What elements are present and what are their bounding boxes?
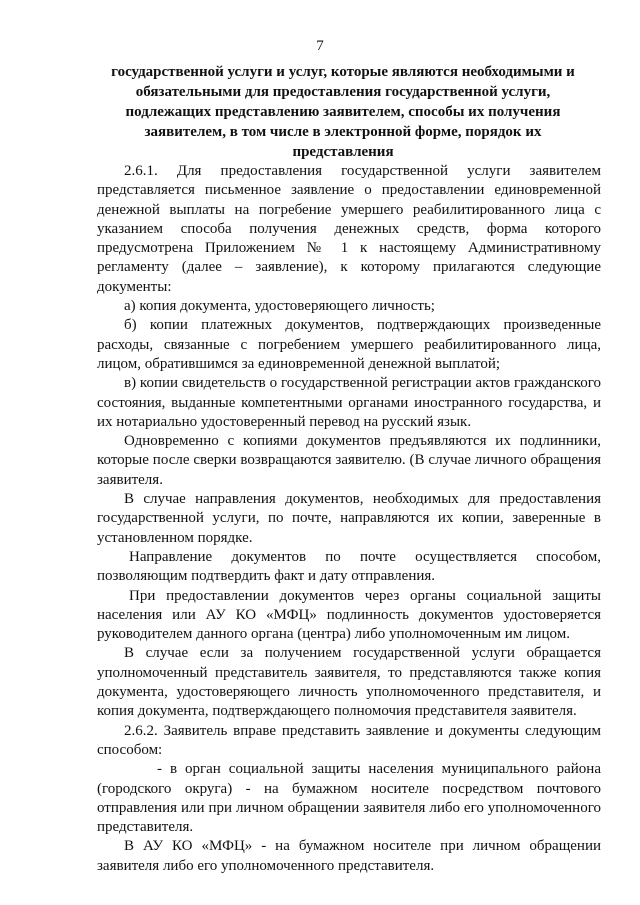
list-item-social-protection: - в орган социальной защиты населения муниципального района (городского округа) - на бумажном носителе посредством почтового отправления или при личном обращении заявителя либо его уполномоченного представителя.: [97, 761, 601, 836]
paragraph-by-mail: В случае направления документов, необходимых для предоставления государственной услуги, по почте, направляются их копии, заверенные в установленном порядке.: [97, 491, 601, 546]
paragraph-mfc: В АУ КО «МФЦ» - на бумажном носителе при личном обращении заявителя либо его уполномоченного представителя.: [97, 838, 601, 874]
page-number: 7: [316, 38, 324, 54]
list-item-b: б) копии платежных документов, подтверждающих произведенные расходы, связанные с погребением умершего реабилитированного лица, лицом, обратившимся за единовременной денежной выплатой;: [97, 317, 601, 372]
list-item-a: а) копия документа, удостоверяющего личность;: [124, 298, 435, 315]
paragraph-2-6-1: 2.6.1. Для предоставления государственной услуги заявителем представляется письменное заявление о предоставлении единовременной денежной выплаты на погребение умершего реабилитированного лица с указанием способа получения денежных средств, форма которого предусмотрена Приложением № 1 к настоящему Административному регламенту (далее – заявление), к которому прилагаются следующие документы:: [97, 163, 601, 295]
document-body: [97, 162, 601, 876]
list-item-v: в) копии свидетельств о государственной регистрации актов гражданского состояния, выданные компетентными органами иностранного государства, и их нотариально удостоверенный перевод на русский язык.: [97, 375, 601, 430]
paragraph-originals: Одновременно с копиями документов предъявляются их подлинники, которые после сверки возвращаются заявителю. (В случае личного обращения заявителя.: [97, 433, 601, 488]
paragraph-2-6-2: 2.6.2. Заявитель вправе представить заявление и документы следующим способом:: [97, 722, 601, 758]
paragraph-representative: В случае если за получением государственной услуги обращается уполномоченный представитель заявителя, то представляются также копия документа, удостоверяющего личность уполномоченного представителя, и копия документа, подтверждающего полномочия представителя заявителя.: [97, 645, 601, 720]
paragraph-mail-method: Направление документов по почте осуществляется способом, позволяющим подтвердить факт и дату отправления.: [97, 548, 601, 585]
paragraph-authenticity: При предоставлении документов через органы социальной защиты населения или АУ КО «МФЦ» подлинность документов удостоверяется руководителем данного органа (центра) либо уполномоченным им лицом.: [97, 587, 601, 643]
section-heading: государственной услуги и услуг, которые являются необходимыми и обязательными для предоставления государственной услуги, подлежащих представлению заявителем, способы их получения заявителем, в том числе в электронной форме, порядок их представления: [111, 64, 575, 160]
